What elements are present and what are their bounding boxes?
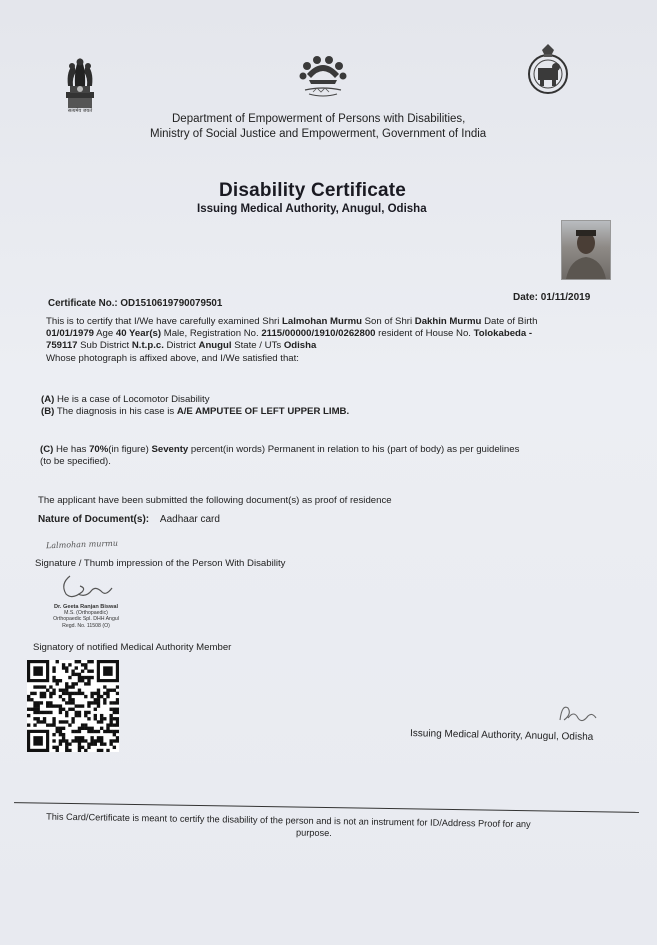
certify-text: Age	[94, 328, 116, 340]
point-b-label: (B)	[41, 406, 55, 417]
state: Odisha	[283, 340, 317, 352]
doctor-registration: Regd. No. 11508 (O)	[62, 622, 110, 629]
house-number: Tolokabeda -	[473, 328, 533, 340]
doctor-qualification: M.S. (Orthopaedic)	[64, 610, 108, 617]
point-c	[40, 444, 630, 468]
department-logo-icon	[295, 52, 351, 102]
father-name: Dakhin Murmu	[414, 316, 482, 327]
state-emblem-icon	[526, 42, 570, 100]
department-line-1: Department of Empowerment of Persons with Disabilities,	[172, 113, 466, 125]
registration-number: 2115/00000/1910/0262800	[261, 328, 376, 340]
certificate-number-row	[48, 298, 222, 310]
certify-text: Date of Birth	[481, 316, 538, 327]
certify-text: Male, Registration No.	[161, 328, 262, 340]
applicant-signature: Lalmohan murmu	[45, 538, 119, 551]
doctor-signature-mark	[56, 570, 116, 606]
point-a-text: He is a case of Locomotor Disability	[54, 394, 210, 405]
pin-code: 759117	[46, 340, 78, 352]
disability-percent-words: Seventy	[151, 444, 189, 455]
doctor-designation: Orthopaedic Spl. DHH Angul	[53, 616, 119, 623]
point-b	[41, 406, 621, 418]
qr-code	[27, 660, 119, 752]
applicant-name: Lalmohan Murmu	[282, 316, 362, 327]
page-title: Disability Certificate	[219, 180, 407, 201]
certify-text: resident of House No.	[375, 328, 474, 340]
applicant-signature-caption: Signature / Thumb impression of the Person With Disability	[35, 558, 286, 569]
residence-proof-line: The applicant have been submitted the following document(s) as proof of residence	[38, 495, 392, 506]
doctor-name: Dr. Geeta Ranjan Biswal	[53, 604, 119, 610]
diagnosis: A/E AMPUTEE OF LEFT UPPER LIMB.	[176, 406, 350, 417]
footer-line-2: purpose.	[295, 827, 332, 839]
certify-text: District	[163, 340, 199, 352]
certify-text: Whose photograph is affixed above, and I/We satisfied that:	[46, 352, 299, 364]
district: Anugul	[198, 340, 232, 352]
footer-line-1: This Card/Certificate is meant to certify the disability of the person and is not an instrument for ID/Address Proof for any	[46, 811, 531, 830]
date-of-birth: 01/01/1979	[46, 328, 95, 340]
sub-district: N.t.p.c.	[131, 340, 164, 352]
certify-text: Sub District	[77, 340, 132, 352]
certify-paragraph	[46, 316, 626, 365]
point-c-text: (in figure)	[108, 444, 152, 455]
certificate-number-label: Certificate No.:	[48, 298, 118, 309]
point-a-label: (A)	[41, 394, 55, 405]
point-c-text: (to be specified).	[40, 456, 111, 468]
certify-text: State / UTs	[231, 340, 284, 352]
nature-of-document-value: Aadhaar card	[159, 514, 220, 525]
disability-percent: 70%	[89, 444, 109, 455]
point-c-text: percent(in words) Permanent in relation to his (part of body) as per guidelines	[188, 444, 520, 455]
point-a	[41, 394, 621, 406]
page-subtitle: Issuing Medical Authority, Anugul, Odisha	[197, 203, 427, 215]
doctor-stamp	[36, 604, 136, 629]
emblem-caption: सत्यमेव जयते	[67, 108, 93, 114]
age: 40 Year(s)	[115, 328, 162, 340]
certificate-number: OD1510619790079501	[120, 298, 223, 309]
issue-date: 01/11/2019	[540, 292, 591, 303]
applicant-photo	[561, 220, 611, 280]
nature-of-document-label: Nature of Document(s):	[38, 514, 150, 525]
national-emblem-icon	[58, 52, 102, 118]
authority-member-caption: Signatory of notified Medical Authority Member	[33, 642, 232, 653]
date-row	[513, 292, 590, 304]
point-c-label: (C)	[40, 444, 54, 455]
footer-disclaimer	[46, 811, 606, 844]
nature-of-document-row	[38, 514, 220, 526]
issuing-authority-signature-mark	[552, 698, 616, 728]
point-b-text: The diagnosis in his case is	[54, 406, 177, 417]
certify-text: This is to certify that I/We have carefully examined Shri	[46, 316, 283, 327]
point-c-text: He has	[53, 444, 90, 455]
date-label: Date:	[513, 292, 539, 303]
certify-text: Son of Shri	[361, 316, 415, 327]
issuing-authority-caption: Issuing Medical Authority, Anugul, Odisha	[409, 728, 594, 743]
department-line-2: Ministry of Social Justice and Empowerment, Government of India	[150, 128, 487, 140]
